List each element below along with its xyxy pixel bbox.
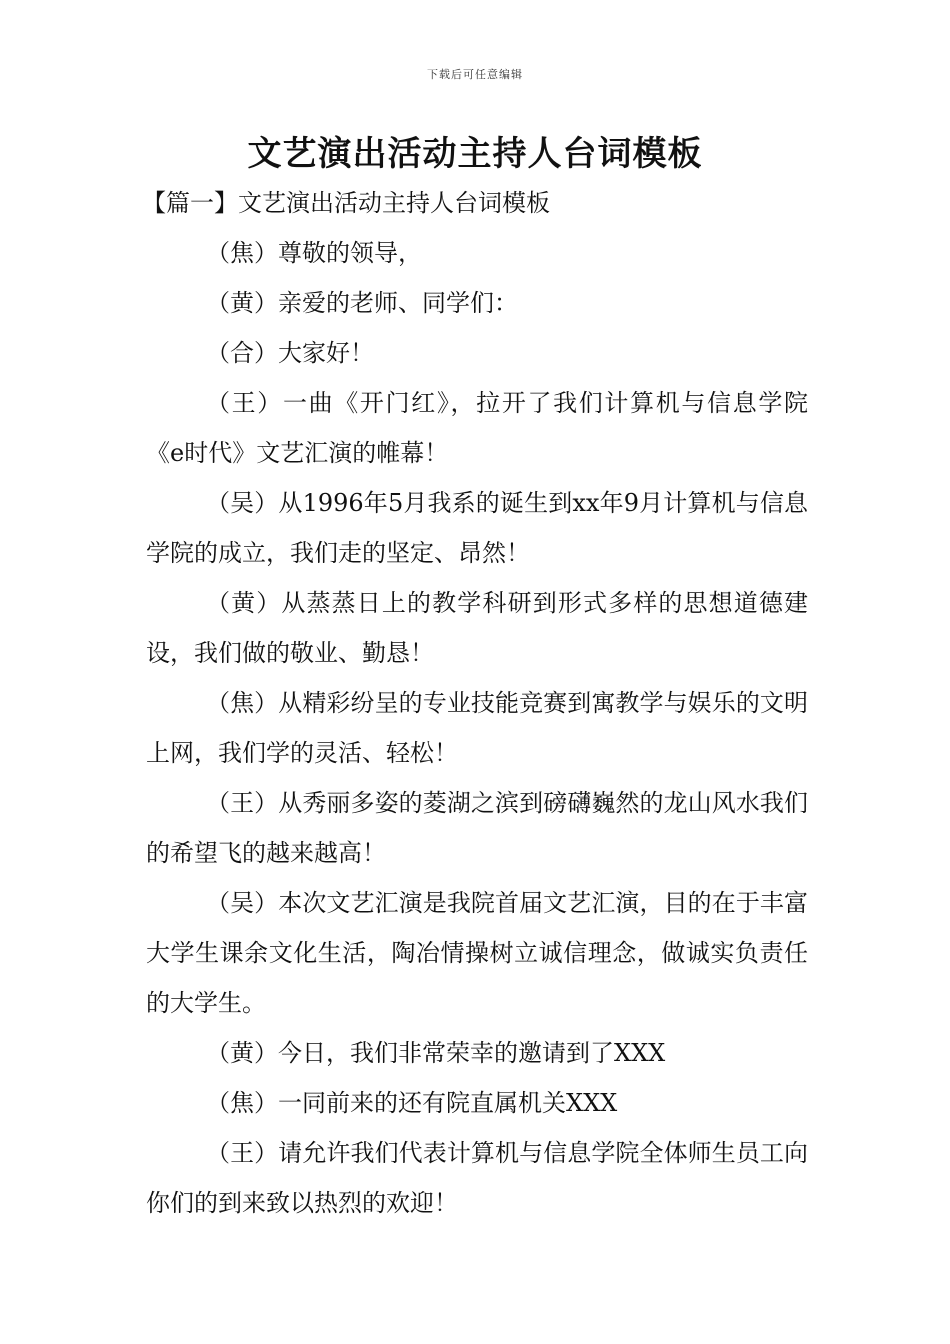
header-note: 下载后可任意编辑: [427, 68, 523, 81]
paragraph: （焦）从精彩纷呈的专业技能竞赛到寓教学与娱乐的文明上网，我们学的灵活、轻松！: [146, 689, 808, 767]
paragraph: （黄）从蒸蒸日上的教学科研到形式多样的思想道德建设，我们做的敬业、勤恳！: [146, 589, 808, 667]
section-heading: 【篇一】文艺演出活动主持人台词模板: [142, 189, 550, 217]
document-body: [142, 178, 808, 1228]
paragraph: （王）一曲《开门红》，拉开了我们计算机与信息学院《e时代》文艺汇演的帷幕！: [146, 389, 808, 467]
paragraph: （吴）本次文艺汇演是我院首届文艺汇演，目的在于丰富大学生课余文化生活，陶冶情操树立诚信理念，做诚实负责任的大学生。: [146, 889, 808, 1017]
paragraph: （合）大家好！: [206, 339, 374, 367]
document-title: 文艺演出活动主持人台词模板: [247, 134, 703, 174]
paragraph: （焦）尊敬的领导，: [206, 239, 422, 267]
paragraph: （王）从秀丽多姿的菱湖之滨到磅礴巍然的龙山风水我们的希望飞的越来越高！: [146, 789, 808, 867]
paragraph: （吴）从1996年5月我系的诞生到xx年9月计算机与信息学院的成立，我们走的坚定、昂然！: [146, 489, 808, 567]
paragraph: （王）请允许我们代表计算机与信息学院全体师生员工向你们的到来致以热烈的欢迎！: [146, 1139, 808, 1217]
paragraph: （黄）亲爱的老师、同学们：: [206, 289, 518, 317]
paragraph: （焦）一同前来的还有院直属机关XXX: [206, 1089, 618, 1117]
paragraph: （黄）今日，我们非常荣幸的邀请到了XXX: [206, 1039, 666, 1067]
